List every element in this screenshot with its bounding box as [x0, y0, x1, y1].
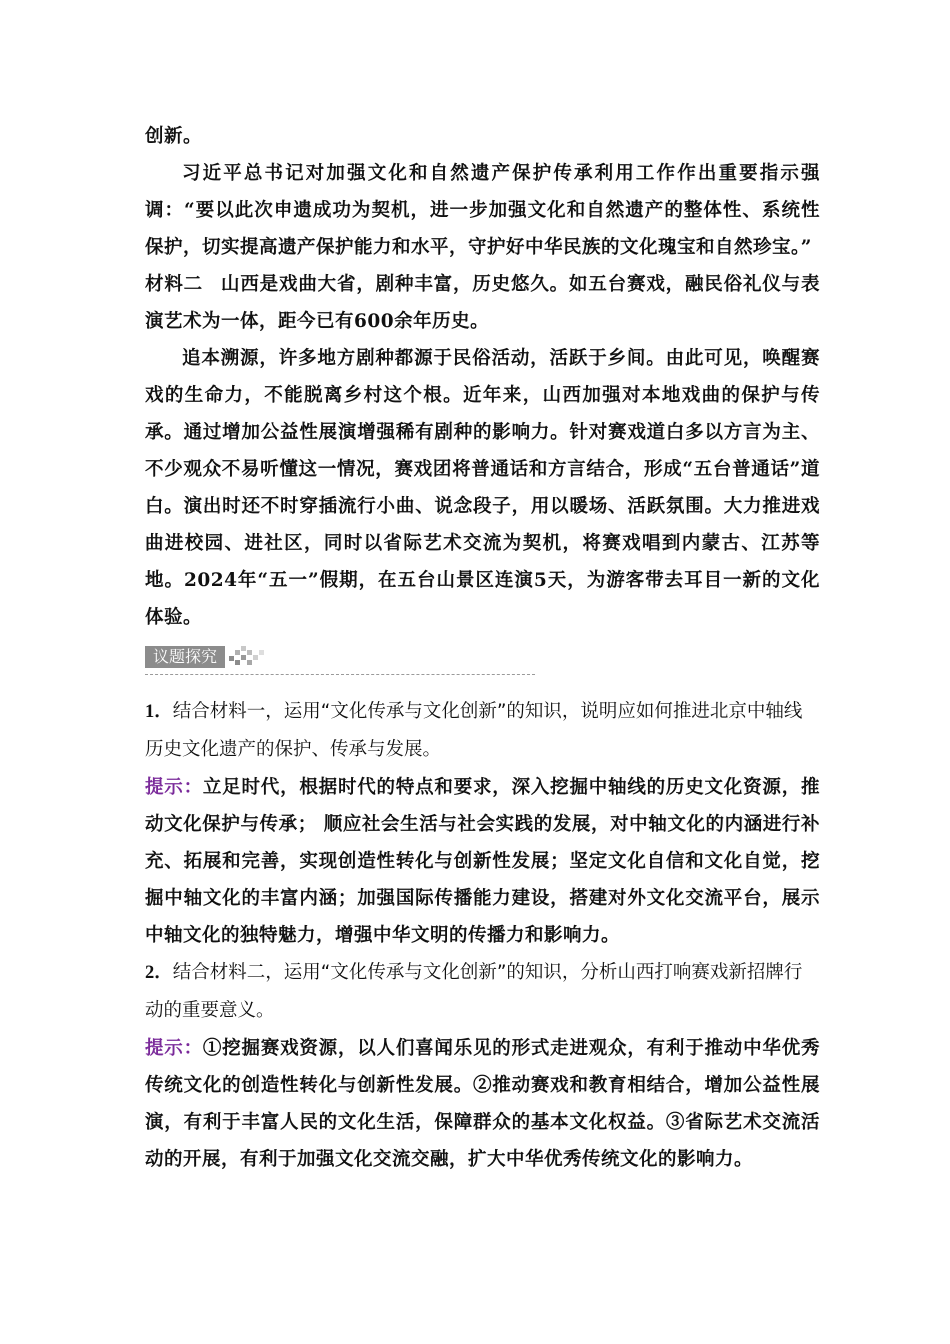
material2-paragraph	[145, 266, 820, 340]
material2-text: 山西是戏曲大省，剧种丰富，历史悠久。如五台赛戏，融民俗礼仪与表演艺术为一体，距今已有600余年历史。	[145, 274, 820, 332]
question-1	[145, 693, 820, 769]
question-text: 结合材料二，运用“文化传承与文化创新”的知识，分析山西打响赛戏新招牌行动的重要意义。	[145, 962, 803, 1021]
question-2	[145, 954, 820, 1030]
section-title: 议题探究	[145, 646, 225, 668]
material2-label: 材料二	[145, 274, 203, 295]
material2-body: 追本溯源，许多地方剧种都源于民俗活动，活跃于乡间。由此可见，唤醒赛戏的生命力，不能脱离乡村这个根。近年来，山西加强对本地戏曲的保护与传承。通过增加公益性展演增强稀有剧种的影响力。针对赛戏道白多以方言为主、不少观众不易听懂这一情况，赛戏团将普通话和方言结合，形成“五台普通话”道白。演出时还不时穿插流行小曲、说念段子，用以暖场、活跃氛围。大力推进戏曲进校园、进社区，同时以省际艺术交流为契机，将赛戏唱到内蒙古、江苏等地。2024年“五一”假期，在五台山景区连演5天，为游客带去耳目一新的文化体验。	[145, 348, 820, 628]
question-number: 1．	[145, 702, 173, 722]
intro-line: 创新。	[145, 126, 203, 147]
document-page	[145, 118, 820, 1178]
question-number: 2．	[145, 963, 173, 983]
section-banner	[145, 644, 535, 675]
hint-text: ①挖掘赛戏资源，以人们喜闻乐见的形式走进观众，有利于推动中华优秀传统文化的创造性转化与创新性发展。②推动赛戏和教育相结合，增加公益性展演，有利于丰富人民的文化生活，保障群众的基本文化权益。③省际艺术交流活动的开展，有利于加强文化交流交融，扩大中华优秀传统文化的影响力。	[145, 1038, 820, 1170]
intro-paragraph: 习近平总书记对加强文化和自然遗产保护传承利用工作作出重要指示强调：“要以此次申遗成功为契机，进一步加强文化和自然遗产的整体性、系统性保护，切实提高遗产保护能力和水平，守护好中华民族的文化瑰宝和自然珍宝。”	[145, 163, 820, 258]
question-text: 结合材料一，运用“文化传承与文化创新”的知识，说明应如何推进北京中轴线历史文化遗产的保护、传承与发展。	[145, 701, 803, 760]
banner-decoration-icon	[229, 646, 265, 668]
hint-label: 提示：	[145, 1038, 203, 1059]
hint-2	[145, 1030, 820, 1178]
hint-1	[145, 769, 820, 954]
hint-label: 提示：	[145, 777, 203, 798]
hint-text: 立足时代，根据时代的特点和要求，深入挖掘中轴线的历史文化资源，推动文化保护与传承； 顺应社会生活与社会实践的发展，对中轴文化的内涵进行补充、拓展和完善，实现创造性转化与创新性发展；坚定文化自信和文化自觉，挖掘中轴文化的丰富内涵；加强国际传播能力建设，搭建对外文化交流平台，展示中轴文化的独特魅力，增强中华文明的传播力和影响力。	[145, 777, 820, 946]
